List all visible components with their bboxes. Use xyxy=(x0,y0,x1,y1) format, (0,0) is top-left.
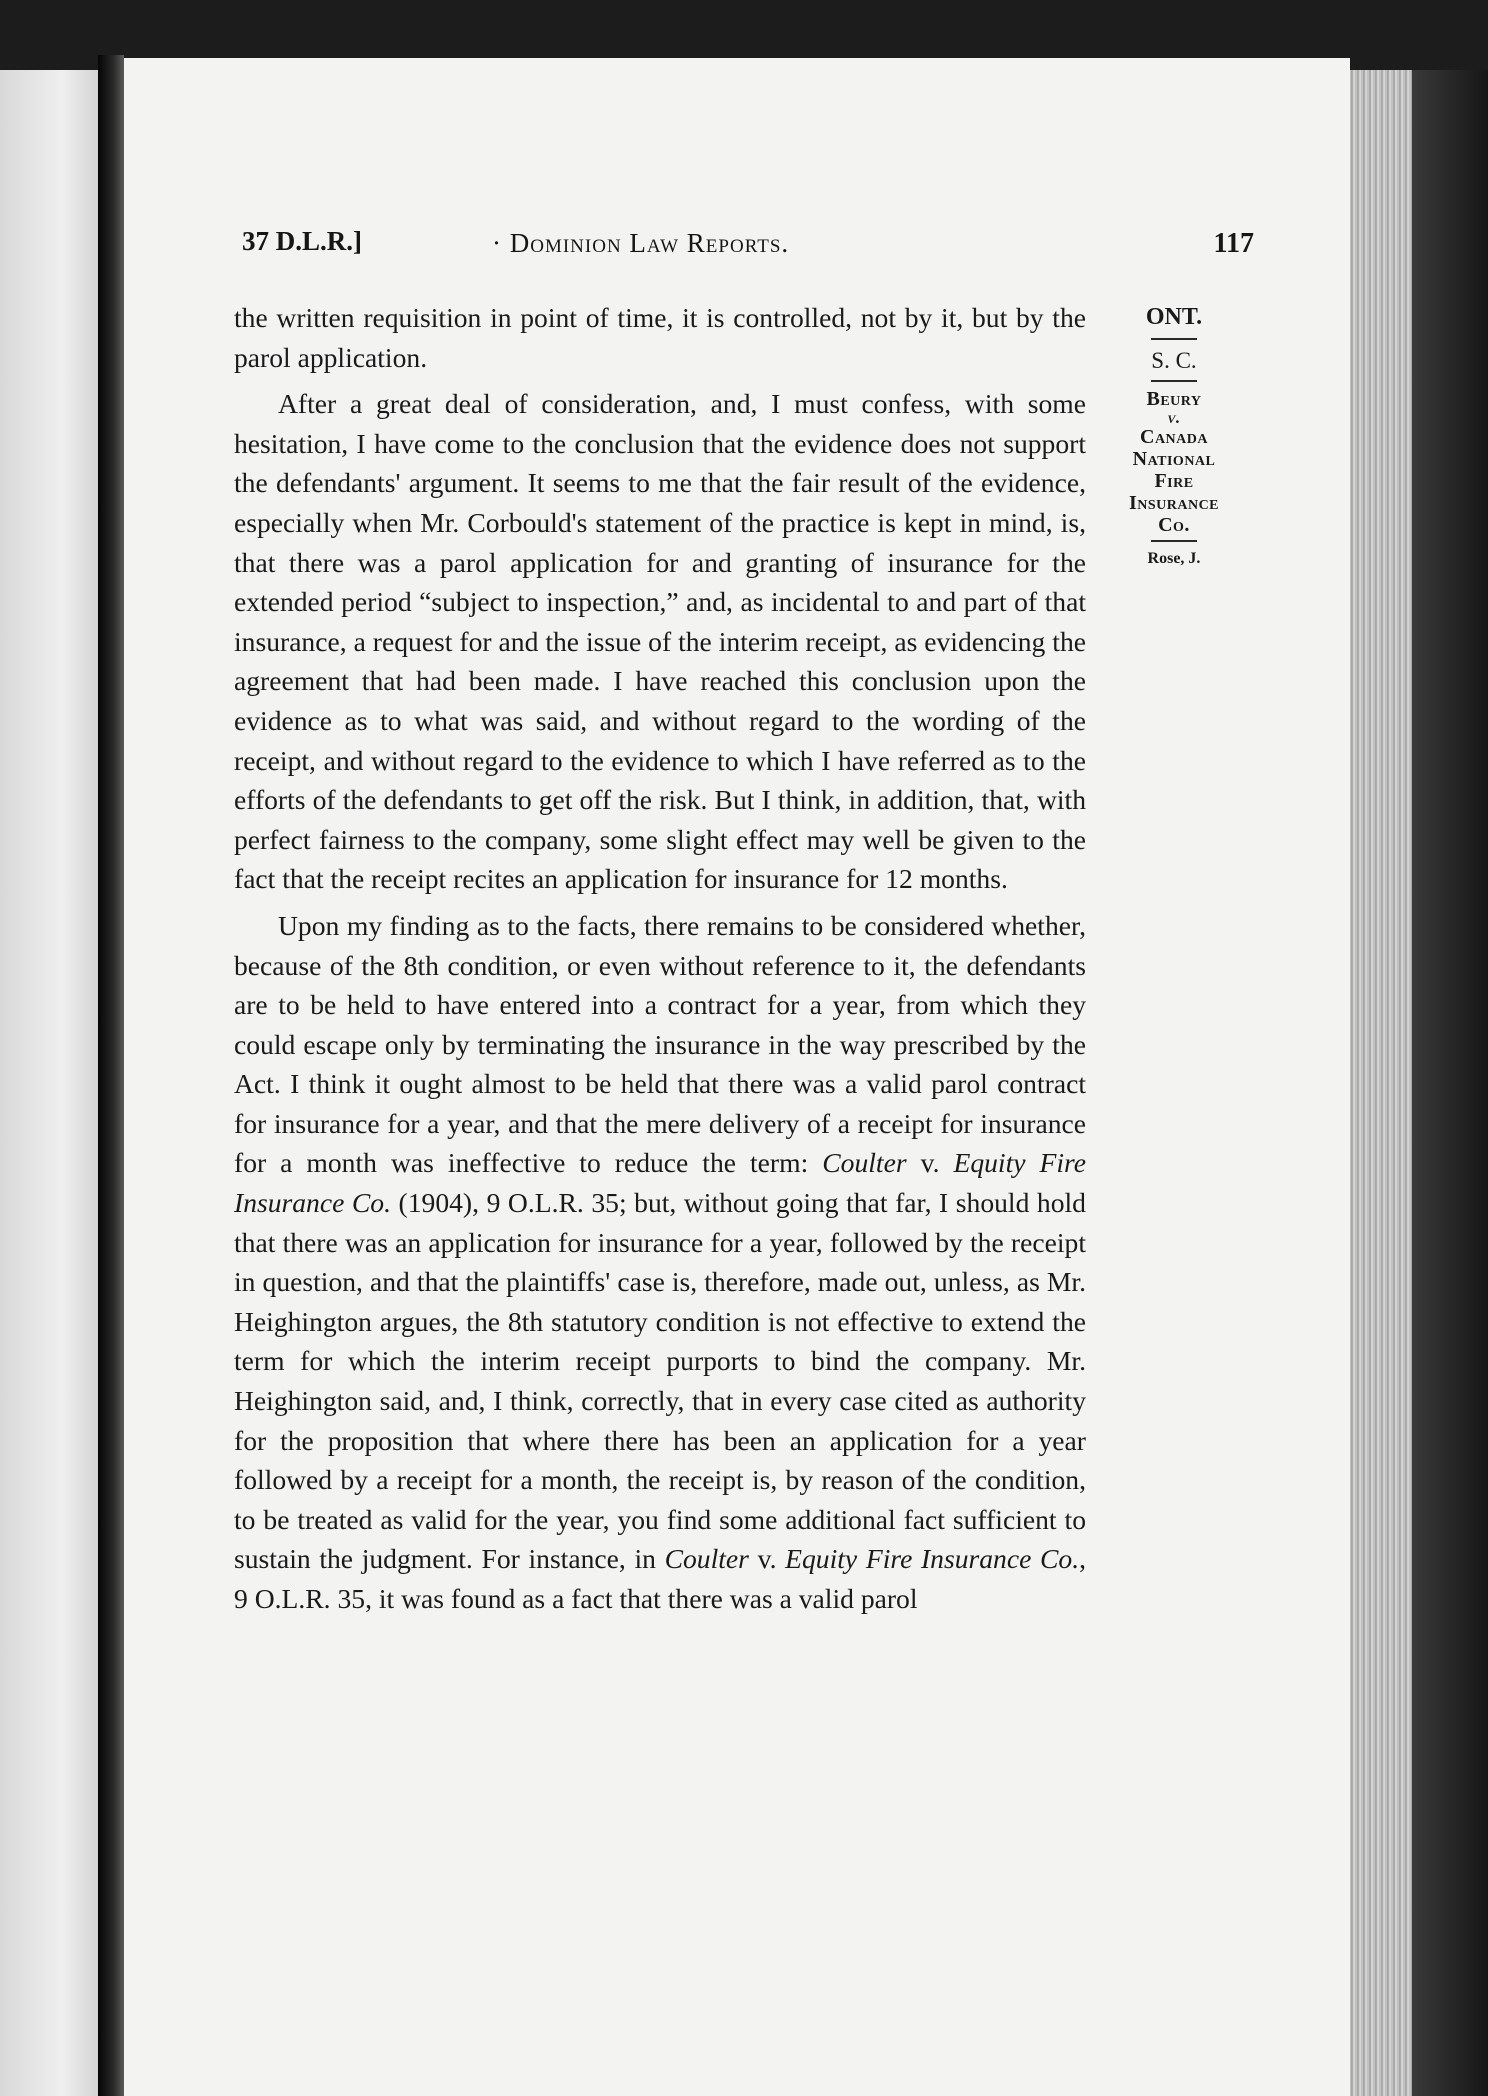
sidenote-case-name: Canada xyxy=(1140,426,1208,448)
body-text xyxy=(234,298,1086,1626)
paragraph-text: v. xyxy=(906,1147,954,1179)
running-title: · Dominion Law Reports. xyxy=(492,228,790,258)
paragraph xyxy=(234,906,1086,1619)
sidenote-case-name: Insurance xyxy=(1128,492,1220,514)
paragraph-text: , 9 O.L.R. 35, it was found as a fact that there was a valid parol xyxy=(234,1543,1086,1614)
case-citation: Coulter xyxy=(822,1147,907,1179)
sidenote-court: ONT. xyxy=(1145,304,1203,330)
sidenote-case-name: National xyxy=(1132,448,1216,470)
sidenote-divider xyxy=(1151,338,1197,340)
margin-sidenote xyxy=(1100,300,1248,570)
case-citation: Equity Fire Insurance Co. xyxy=(785,1543,1080,1575)
running-reference: 37 D.L.R.] xyxy=(242,226,362,256)
paragraph-text: (1904), 9 O.L.R. 35; but, without going that far, I should hold that there was an application for insurance for a year, followed by the receipt in question, and that the plaintiffs' case is, therefore, made out, unless, as Mr. Heighington argues, the 8th statutory condition is not effective to extend the term for which the interim receipt purports to bind the company. Mr. Heighington said, and, I think, correctly, that in every case cited as authority for the proposition that where there has been an application for a year followed by a receipt for a month, the receipt is, by reason of the condition, to be treated as valid for the year, you find some additional fact sufficient to sustain the judgment. For instance, in xyxy=(234,1187,1086,1575)
paragraph: the written requisition in point of time, it is controlled, not by it, but by the parol application. xyxy=(234,302,1086,373)
sidenote-division: S. C. xyxy=(1151,348,1197,373)
case-citation: Equity Fire Insurance Co. xyxy=(234,1147,1086,1219)
sidenote-divider xyxy=(1151,380,1197,382)
book-cover-edge xyxy=(1412,70,1488,2096)
page-edges xyxy=(1350,70,1412,2096)
sidenote-case-name: Beury xyxy=(1146,388,1202,410)
left-page-edge xyxy=(0,70,104,2096)
sidenote-case-name: v. xyxy=(1167,408,1181,427)
page-number: 117 xyxy=(1213,228,1254,259)
paragraph-text: v. xyxy=(748,1543,786,1575)
book-gutter xyxy=(98,55,124,2096)
sidenote-divider xyxy=(1151,540,1197,542)
paragraph: After a great deal of consideration, and, I must confess, with some hesitation, I have come to the conclusion that the evidence does not support the defendants' argument. It seems to me that the fair result of the evidence, especially when Mr. Corbould's statement of the practice is kept in mind, is, that there was a parol application for and granting of insurance for the extended period “subject to inspection,” and, as incidental to and part of that insurance, a request for and the issue of the interim receipt, as evidencing the agreement that had been made. I have reached this conclusion upon the evidence as to what was said, and without regard to the wording of the receipt, and without regard to the evidence to which I have referred as to the efforts of the defendants to get off the risk. But I think, in addition, that, with perfect fairness to the company, some slight effect may well be given to the fact that the receipt recites an application for insurance for 12 months. xyxy=(234,388,1086,895)
running-header xyxy=(242,226,1254,276)
sidenote-case-name: Co. xyxy=(1158,514,1190,536)
sidenote-judge: Rose, J. xyxy=(1147,550,1201,567)
paragraph-text: Upon my finding as to the facts, there remains to be considered whether, because of the 8th condition, or even without reference to it, the defendants are to be held to have entered into a contract for a year, from which they could escape only by terminating the insurance in the way prescribed by the Act. I think it ought almost to be held that there was a valid parol contract for insurance for a year, and that the mere delivery of a receipt for insurance for a month was ineffective to reduce the term: xyxy=(234,909,1086,1179)
case-citation: Coulter xyxy=(664,1543,749,1575)
sidenote-case-name: Fire xyxy=(1154,470,1194,492)
